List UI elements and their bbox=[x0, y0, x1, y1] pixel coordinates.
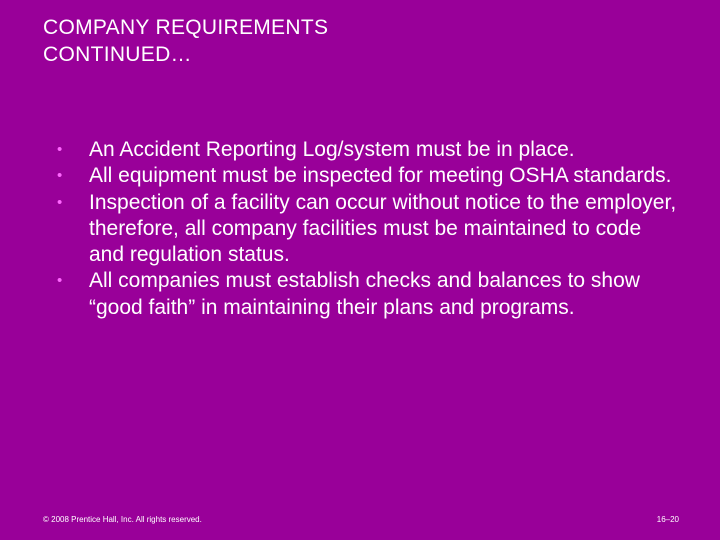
bullet-item bbox=[57, 137, 677, 163]
bullet-item bbox=[57, 268, 677, 321]
bullet-icon: • bbox=[57, 272, 63, 290]
bullet-text: All equipment must be inspected for meeting OSHA standards. bbox=[89, 164, 672, 188]
bullet-list bbox=[57, 137, 677, 321]
bullet-text: An Accident Reporting Log/system must be in place. bbox=[89, 138, 575, 161]
bullet-text: All companies must establish checks and balances to show “good faith” in maintaining their plans and programs. bbox=[89, 269, 640, 319]
bullet-item bbox=[57, 163, 677, 189]
bullet-icon: • bbox=[57, 141, 63, 158]
bullet-icon: • bbox=[57, 193, 63, 211]
slide-title-line-1: COMPANY REQUIREMENTS bbox=[43, 16, 329, 39]
bullet-item bbox=[57, 190, 677, 269]
bullet-icon: • bbox=[57, 167, 63, 185]
footer-copyright: © 2008 Prentice Hall, Inc. All rights reserved. bbox=[43, 515, 202, 524]
slide-title-line-2: CONTINUED… bbox=[43, 43, 192, 66]
footer-page-number: 16–20 bbox=[656, 515, 679, 524]
slide-title bbox=[43, 14, 643, 68]
bullet-text: Inspection of a facility can occur without notice to the employer, therefore, all company facilities must be maintained to code and regulation status. bbox=[89, 190, 677, 267]
